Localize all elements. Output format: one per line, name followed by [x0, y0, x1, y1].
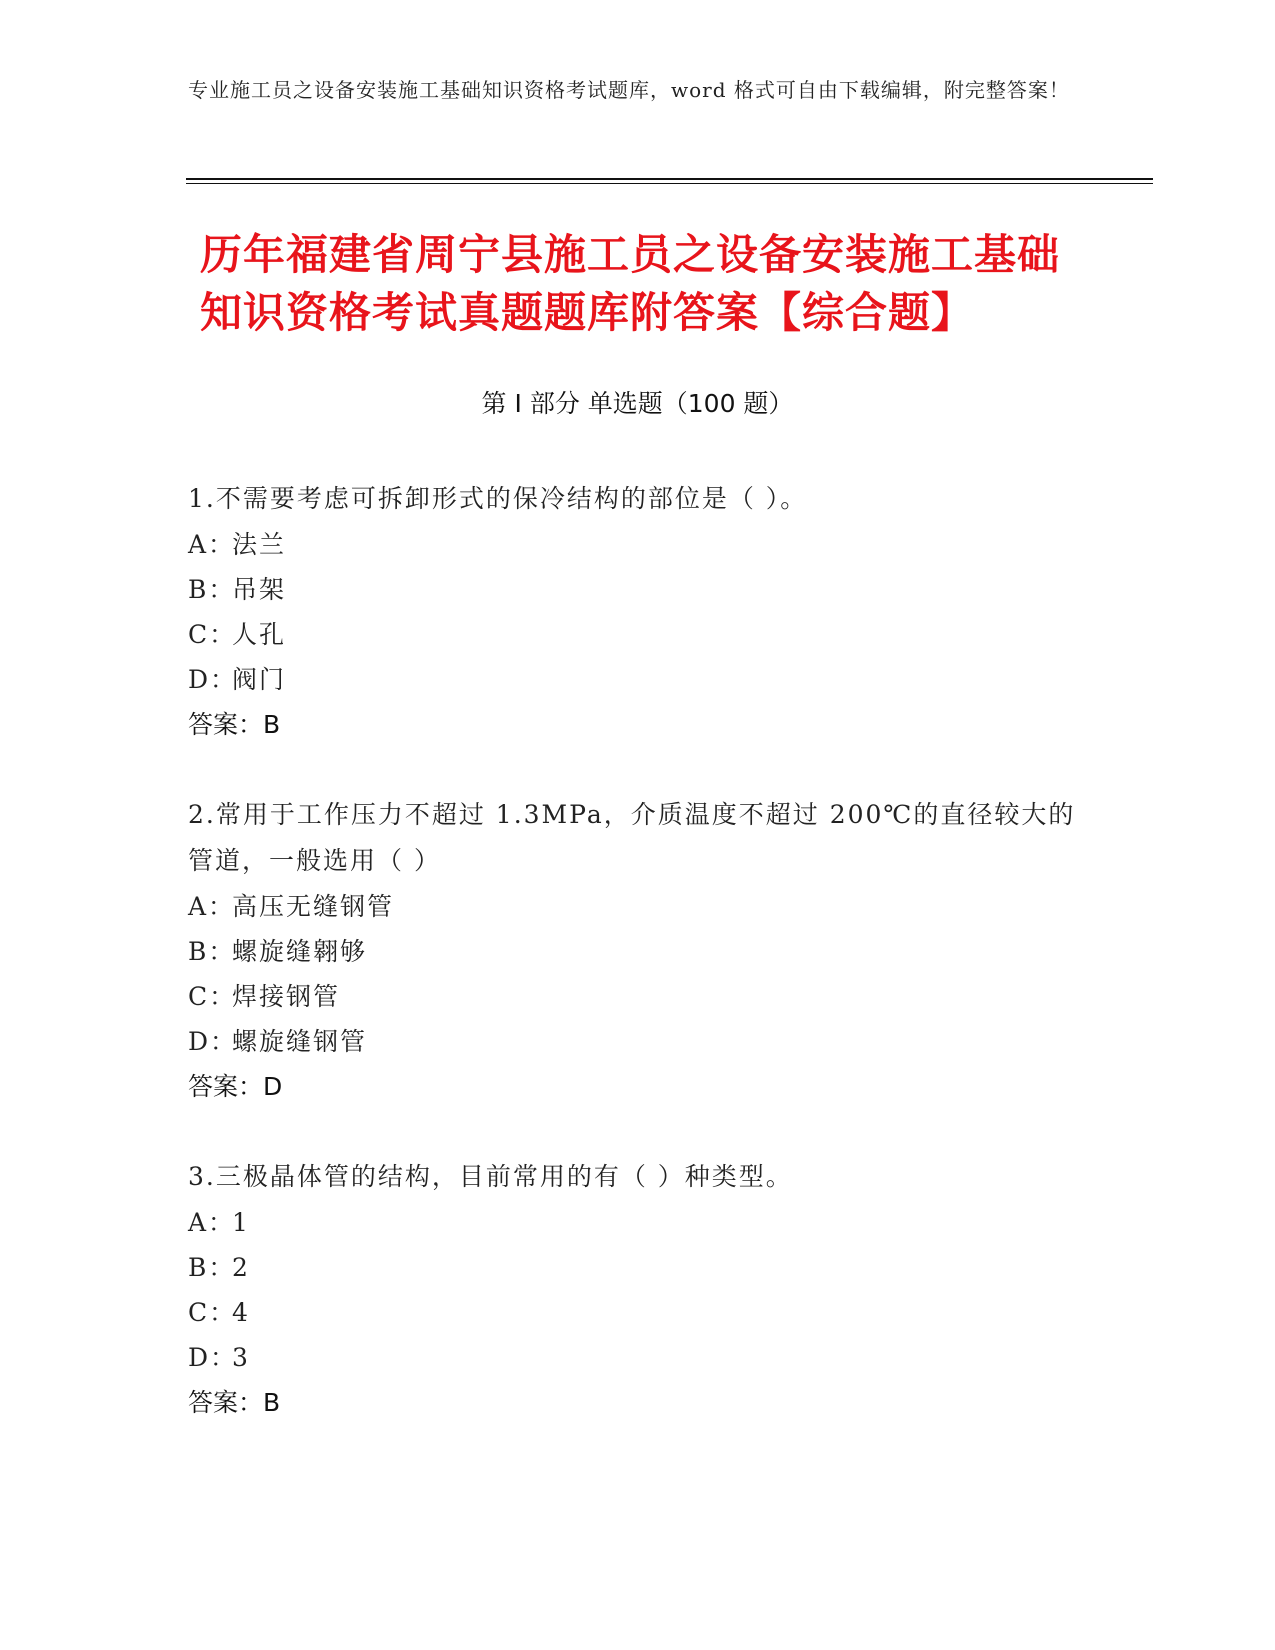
header-divider-thin [186, 183, 1153, 184]
option-key: B： [188, 575, 236, 604]
option-text: 阀门 [232, 665, 287, 694]
option-key: C： [188, 620, 237, 649]
option-text: 焊接钢管 [232, 982, 341, 1011]
option-key: D： [188, 665, 238, 694]
option-key: C： [188, 982, 237, 1011]
option-key: C： [188, 1298, 237, 1327]
option-text: 螺旋缝钢管 [232, 1027, 368, 1056]
option-key: B： [188, 1253, 236, 1282]
option-d [188, 657, 1088, 702]
option-text: 2 [232, 1253, 250, 1282]
option-text: 高压无缝钢管 [232, 892, 395, 921]
option-c [188, 612, 1088, 657]
section-title: 第 I 部分 单选题（100 题） [481, 389, 794, 418]
question-stem: 2.常用于工作压力不超过 1.3MPa，介质温度不超过 200℃的直径较大的管道，一般选用（ ） [188, 800, 1076, 875]
option-b [188, 1245, 1088, 1290]
option-text: 螺旋缝翱够 [232, 937, 368, 966]
document-header-note: 专业施工员之设备安装施工基础知识资格考试题库，word 格式可自由下载编辑，附完整答案！ [188, 78, 1070, 102]
option-text: 1 [232, 1208, 250, 1237]
question-answer: 答案：B [188, 710, 281, 739]
question-stem: 3.三极晶体管的结构，目前常用的有（ ）种类型。 [188, 1162, 793, 1191]
option-text: 法兰 [232, 530, 287, 559]
option-key: A： [188, 530, 236, 559]
option-key: D： [188, 1343, 238, 1372]
option-b [188, 929, 1088, 974]
question-item [188, 792, 1088, 1110]
option-text: 吊架 [232, 575, 287, 604]
option-text: 人孔 [232, 620, 287, 649]
option-text: 4 [232, 1298, 250, 1327]
question-answer: 答案：D [188, 1072, 283, 1101]
option-text: 3 [232, 1343, 250, 1372]
document-title: 历年福建省周宁县施工员之设备安装施工基础知识资格考试真题题库附答案【综合题】 [200, 230, 1061, 337]
option-key: A： [188, 892, 236, 921]
option-c [188, 974, 1088, 1019]
question-list [188, 476, 1088, 1470]
question-stem: 1.不需要考虑可拆卸形式的保冷结构的部位是（ ）。 [188, 484, 808, 513]
header-divider-thick [186, 178, 1153, 180]
option-key: A： [188, 1208, 236, 1237]
option-key: D： [188, 1027, 238, 1056]
option-b [188, 567, 1088, 612]
option-c [188, 1290, 1088, 1335]
option-key: B： [188, 937, 236, 966]
option-a [188, 522, 1088, 567]
option-a [188, 1200, 1088, 1245]
question-item [188, 476, 1088, 748]
question-item [188, 1154, 1088, 1426]
option-d [188, 1335, 1088, 1380]
option-d [188, 1019, 1088, 1064]
option-a [188, 884, 1088, 929]
question-answer: 答案：B [188, 1388, 281, 1417]
